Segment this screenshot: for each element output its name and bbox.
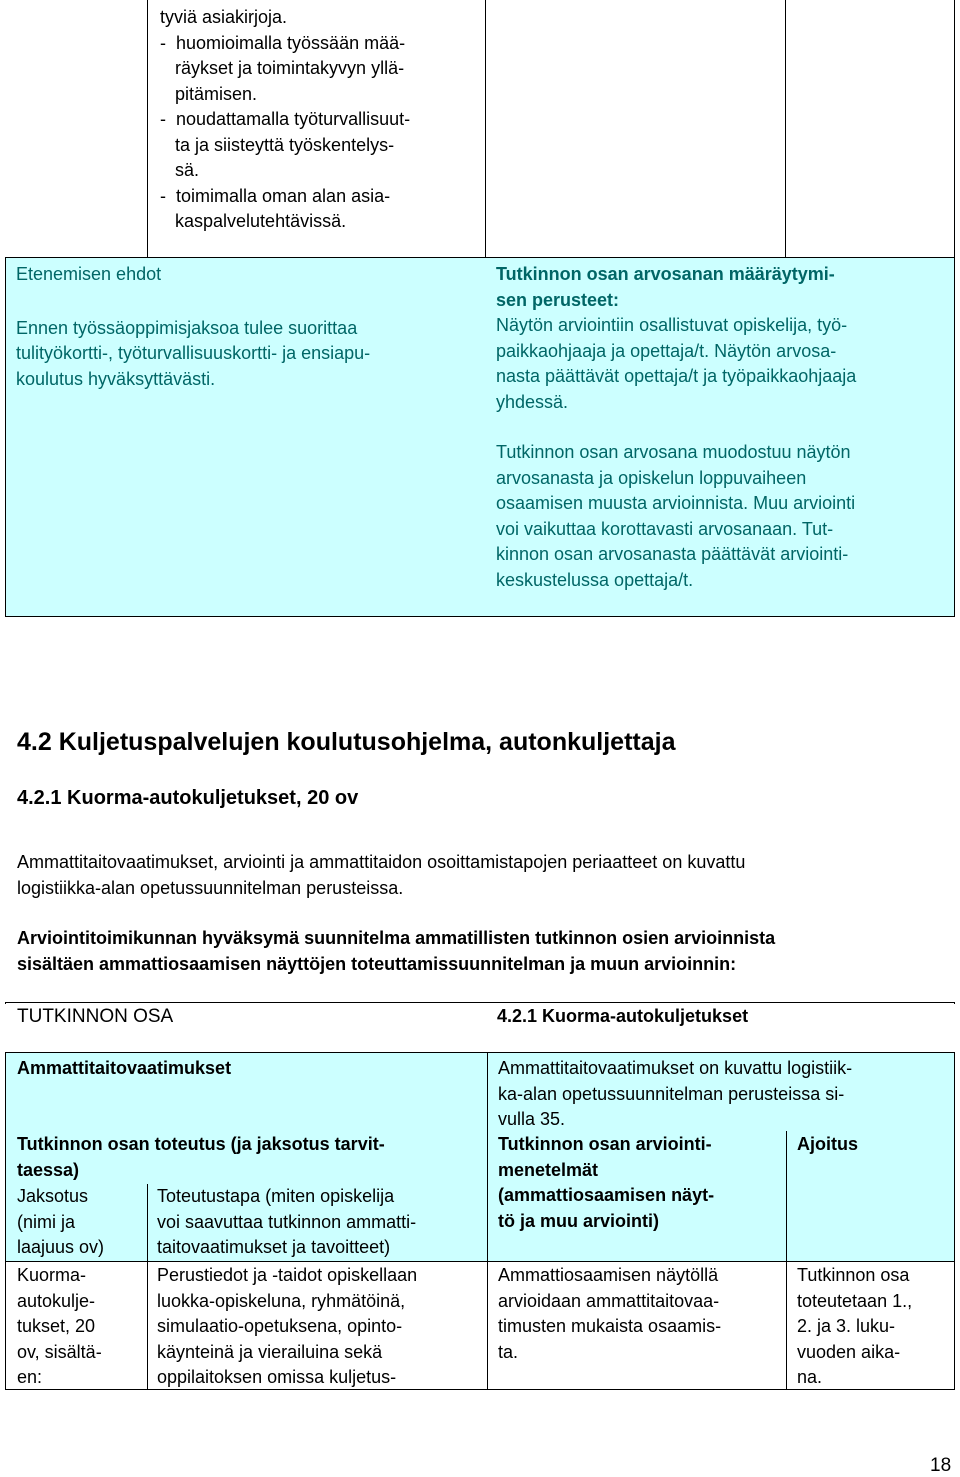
- grading-heading: sen perusteet:: [496, 289, 620, 310]
- row-period-text: autokulje-: [17, 1290, 96, 1311]
- requirements-value-cell: [487, 1052, 955, 1132]
- continuation-line: - huomioimalla työssään mää-: [160, 32, 406, 53]
- grading-text-line: keskustelussa opettaja/t.: [496, 569, 694, 590]
- grading-text-line: kinnon osan arvosanasta päättävät arviointi-: [496, 544, 849, 564]
- row-assessment-text: Ammattiosaamisen näytöllä: [498, 1265, 719, 1285]
- row-period-text: Kuorma-: [17, 1265, 87, 1285]
- row-method-text: oppilaitoksen omissa kuljetus-: [157, 1367, 397, 1387]
- requirements-text-line: vulla 35.: [498, 1109, 566, 1129]
- row-timing-text: Tutkinnon osa: [797, 1265, 910, 1285]
- row-assessment-text: ta.: [498, 1341, 519, 1362]
- row-method-text: luokka-opiskeluna, ryhmätöinä,: [157, 1290, 406, 1311]
- bold-intro-line: Arviointitoimikunnan hyväksymä suunnitelma ammatillisten tutkinnon osien arvioinnista: [17, 928, 776, 948]
- row-timing-text: toteutetaan 1.,: [797, 1290, 913, 1311]
- subsection-heading: 4.2.1 Kuorma-autokuljetukset, 20 ov: [17, 787, 359, 809]
- row-assessment-text: timusten mukaista osaamis-: [498, 1316, 722, 1336]
- row-method-text: Perustiedot ja -taidot opiskellaan: [157, 1265, 418, 1285]
- col-method-label: Toteutustapa (miten opiskelija: [157, 1186, 395, 1206]
- grading-basis-cell: [486, 257, 955, 617]
- implementation-heading-cell: [5, 1131, 488, 1185]
- col-period-cell: [5, 1184, 148, 1262]
- intro-line: Ammattitaitovaatimukset, arviointi ja ammattitaidon osoittamistapojen periaatteet on kuvattu: [17, 852, 746, 872]
- progress-heading: Etenemisen ehdot: [16, 264, 162, 284]
- row-timing-text: 2. ja 3. luku-: [797, 1316, 896, 1336]
- grading-text-line: voi vaikuttaa korottavasti arvosanaan. Tut-: [496, 518, 834, 539]
- continuation-line: ta ja siisteyttä työskentelys-: [160, 134, 395, 155]
- label-part: TUTKINNON OSA: [17, 1006, 174, 1027]
- top-table-continuation-cell: [148, 0, 486, 258]
- grading-text-line: paikkaohjaaja ja opettaja/t. Näytön arvosa-: [496, 340, 837, 361]
- top-table-empty-mid-cell: [486, 0, 786, 258]
- implementation-heading: taessa): [17, 1159, 80, 1180]
- requirements-label-cell: [5, 1052, 488, 1132]
- col-method-label: voi saavuttaa tutkinnon ammatti-: [157, 1211, 417, 1232]
- row-period-cell: [5, 1261, 148, 1390]
- row-period-text: ov, sisältä-: [17, 1341, 102, 1362]
- bold-intro-line: sisältäen ammattiosaamisen näyttöjen toteuttamissuunnitelman ja muun arvioinnin:: [17, 953, 737, 974]
- implementation-heading: Tutkinnon osan toteutus (ja jaksotus tarvit-: [17, 1134, 385, 1154]
- continuation-line: kaspalvelutehtävissä.: [160, 211, 347, 231]
- row-method-text: käynteinä ja vierailuina sekä: [157, 1341, 383, 1362]
- continuation-line: sä.: [160, 160, 200, 180]
- row-method-cell: [147, 1261, 488, 1390]
- progress-conditions-cell: [5, 257, 487, 617]
- continuation-line: pitämisen.: [160, 83, 258, 104]
- grading-text-line: osaamisen muusta arvioinnista. Muu arviointi: [496, 493, 856, 513]
- col-assessment-label: tö ja muu arviointi): [498, 1210, 660, 1231]
- grading-text-line: arvosanasta ja opiskelun loppuvaiheen: [496, 467, 807, 488]
- section-heading: 4.2 Kuljetuspalvelujen koulutusohjelma, autonkuljettaja: [17, 728, 676, 756]
- progress-line: koulutus hyväksyttävästi.: [16, 368, 216, 389]
- progress-line: Ennen työssäoppimisjaksoa tulee suorittaa: [16, 317, 358, 338]
- col-method-cell: [147, 1184, 488, 1262]
- grading-heading: Tutkinnon osan arvosanan määräytymi-: [496, 264, 835, 284]
- col-timing-label: Ajoitus: [797, 1134, 858, 1154]
- col-timing-cell: [786, 1131, 955, 1262]
- requirements-text-line: ka-alan opetussuunnitelman perusteissa si-: [498, 1083, 845, 1104]
- col-period-label: (nimi ja: [17, 1211, 76, 1232]
- col-assessment-cell: [487, 1131, 787, 1262]
- grading-text-line: nasta päättävät opettaja/t ja työpaikkaohjaaja: [496, 366, 857, 386]
- col-period-label: laajuus ov): [17, 1237, 105, 1257]
- row-period-text: en:: [17, 1367, 43, 1387]
- continuation-line: tyviä asiakirjoja.: [160, 7, 288, 27]
- page-number: 18: [930, 1455, 952, 1476]
- requirements-text-line: Ammattitaitovaatimukset on kuvattu logistiik-: [498, 1058, 853, 1078]
- progress-line: tulityökortti-, työturvallisuuskortti- ja ensiapu-: [16, 343, 371, 363]
- label-requirements: Ammattitaitovaatimukset: [17, 1058, 232, 1078]
- row-assessment-text: arvioidaan ammattitaitovaa-: [498, 1290, 720, 1311]
- col-assessment-label: Tutkinnon osan arviointi-: [498, 1134, 712, 1154]
- grading-text-line: Näytön arviointiin osallistuvat opiskelija, työ-: [496, 315, 848, 335]
- continuation-list: [148, 0, 485, 235]
- continuation-line: - toimimalla oman alan asia-: [160, 185, 391, 206]
- top-table-empty-left-cell: [5, 0, 148, 258]
- col-method-label: taitovaatimukset ja tavoitteet): [157, 1237, 391, 1257]
- continuation-line: räykset ja toimintakyvyn yllä-: [160, 58, 405, 78]
- bold-intro-paragraph: [17, 926, 775, 977]
- row-timing-text: vuoden aika-: [797, 1341, 901, 1362]
- grading-text-line: yhdessä.: [496, 391, 569, 412]
- value-part: 4.2.1 Kuorma-autokuljetukset: [497, 1006, 749, 1026]
- row-timing-cell: [786, 1261, 955, 1390]
- row-method-text: simulaatio-opetuksena, opinto-: [157, 1316, 403, 1336]
- row-assessment-cell: [487, 1261, 787, 1390]
- col-assessment-label: menetelmät: [498, 1159, 599, 1180]
- continuation-line: - noudattamalla työturvallisuut-: [160, 109, 411, 129]
- col-assessment-label: (ammattiosaamisen näyt-: [498, 1185, 715, 1205]
- intro-paragraph: [17, 850, 745, 901]
- grading-text-line: Tutkinnon osan arvosana muodostuu näytön: [496, 442, 851, 462]
- intro-line: logistiikka-alan opetussuunnitelman perusteissa.: [17, 877, 404, 898]
- row-timing-text: na.: [797, 1367, 823, 1387]
- top-table-empty-right-cell: [786, 0, 955, 258]
- row-period-text: tukset, 20: [17, 1316, 96, 1336]
- col-period-label: Jaksotus: [17, 1186, 89, 1206]
